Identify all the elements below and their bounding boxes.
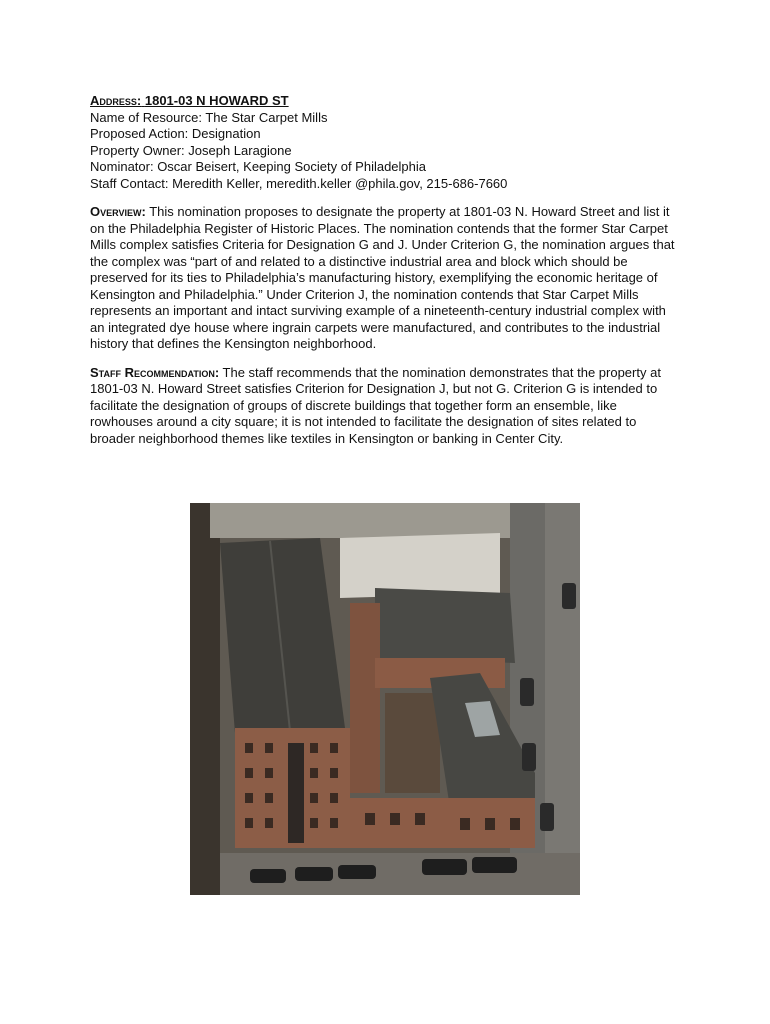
overview-paragraph [90,204,680,353]
address-heading [90,93,690,110]
proposed-action: Proposed Action: Designation [90,126,261,141]
recommendation-text: The staff recommends that the nomination demonstrates that the property at 1801-03 N. Howard Street satisfies Criterion for Designation J, but not G. Criterion G is intended to facilitate the designation of groups of discrete buildings that together form an ensemble, like rowhouses around a city square; it is not intended to facilitate the designation of sites related to broader neighborhood themes like textiles in Kensington or banking in Center City. [90,364,661,446]
staff-contact: Staff Contact: Meredith Keller, meredith.keller @phila.gov, 215-686-7660 [90,175,508,191]
recommendation-paragraph [90,365,680,448]
resource-name: Name of Resource: The Star Carpet Mills [90,109,328,125]
aerial-photo-graphic [190,503,580,895]
property-owner: Property Owner: Joseph Laragione [90,142,292,158]
document-body [90,93,690,447]
aerial-photo [190,503,580,895]
recommendation-label: Staff Recommendation: [90,364,220,380]
address-label: Address: [90,93,142,108]
nominator: Nominator: Oscar Beisert, Keeping Society of Philadelphia [90,159,427,174]
overview-label: Overview: [90,204,146,219]
address-value: 1801-03 N HOWARD ST [144,93,289,108]
overview-text: This nomination proposes to designate the property at 1801-03 N. Howard Street and list it on the Philadelphia Register of Historic Places. The nomination contends that the former Star Carpet Mills complex satisfies Criteria for Designation G and J. Under Criterion G, the nomination argues that the complex was “part of and related to a distinctive industrial area and block which should be preserved for its ties to Philadelphia’s manufacturing history, exemplifying the economic heritage of Kensington and Philadelphia.” Under Criterion J, the nomination contends that Star Carpet Mills represents an important and intact surviving example of a nineteenth-century industrial complex with an integrated dye house where ingrain carpets were manufactured, and contributes to the industrial history that defines the Kensington neighborhood. [90,204,675,351]
